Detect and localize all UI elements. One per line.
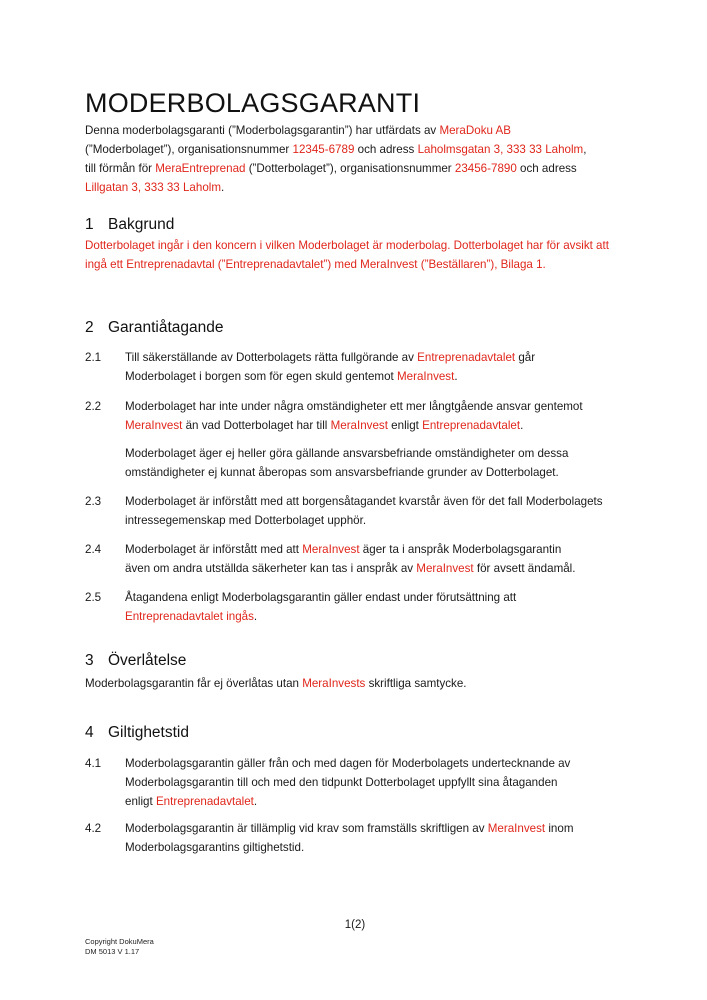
intro-text: till förmån för — [85, 162, 156, 175]
clause-text-part: . — [253, 610, 258, 623]
clause-text-part: Moderbolaget är införstått med att — [125, 543, 303, 556]
clause-text-part: Moderbolaget i borgen som för egen skuld gentemot — [125, 370, 397, 383]
section-3-body — [85, 674, 625, 693]
clause-text-part: än vad Dotterbolaget har till — [182, 419, 331, 432]
term-investor: MeraInvest — [125, 419, 183, 432]
clause-text-part: äger ta i anspråk Moderbolagsgarantin — [359, 543, 562, 556]
copyright-text: Copyright DokuMera — [85, 937, 154, 946]
intro-text: , — [583, 143, 587, 156]
beneficiary-orgnr: 23456-7890 — [454, 162, 517, 175]
clause-text-part: går — [515, 351, 536, 364]
clause-number: 2.2 — [85, 400, 102, 413]
term-contract-entered: Entreprenadavtalet ingås — [125, 610, 254, 623]
clause-number: 2.5 — [85, 591, 102, 604]
clause-text-part: för avsett ändamål. — [473, 562, 576, 575]
clause-text-part: Åtagandena enligt Moderbolagsgarantin gäller endast under förutsättning att — [125, 591, 517, 604]
section-number: 3 — [85, 652, 94, 669]
clause-text-part: även om andra utställda säkerheter kan tas i anspråk av — [125, 562, 417, 575]
section-heading-4 — [85, 723, 189, 743]
intro-text: (”Moderbolaget”), organisationsnummer — [85, 143, 293, 156]
term-investor: MeraInvest — [302, 543, 360, 556]
section-title: Garantiåtagande — [108, 319, 224, 336]
clause-number: 4.1 — [85, 757, 102, 770]
section-number: 2 — [85, 319, 94, 336]
footer — [85, 937, 154, 957]
clause-text-part: Moderbolagsgarantin gäller från och med dagen för Moderbolagets undertecknande av Moderbolagsgarantin till och med den tidpunkt Dotterbolaget uppfyllt sina åtaganden — [125, 757, 571, 789]
section-heading-1 — [85, 215, 174, 235]
clause-number: 4.2 — [85, 822, 102, 835]
clause-text: Moderbolaget äger ej heller göra gällande ansvarsbefriande omständigheter om dessa omständigheter ej kunnat åberopas som ansvarsbefriande grunder av Dotterbolaget. — [125, 447, 569, 479]
section-number: 4 — [85, 724, 94, 741]
clause-text-part: inom — [545, 822, 574, 835]
section-title: Giltighetstid — [108, 724, 189, 741]
clause-text-part: enligt — [125, 795, 156, 808]
page-number: 1(2) — [344, 919, 366, 931]
clause-text-part: Moderbolaget har inte under några omständigheter ett mer långtgående ansvar gentemot — [125, 400, 583, 413]
clause-text-part: . — [520, 419, 524, 432]
intro-text: . — [221, 181, 225, 194]
clause-text — [125, 348, 625, 386]
term-contract: Entreprenadavtalet — [417, 351, 516, 364]
term-contract: Entreprenadavtalet — [422, 419, 521, 432]
section-1-body: Dotterbolaget ingår i den koncern i vilken Moderbolaget är moderbolag. Dotterbolaget har för avsikt att ingå ett Entreprenadavtal (”Entreprenadavtalet”) med MeraInvest (”Beställaren”), Bilaga 1. — [85, 239, 609, 271]
term-investor: MeraInvest — [396, 370, 455, 383]
section-heading-2 — [85, 318, 223, 338]
issuer-address: Laholmsgatan 3, 333 33 Laholm — [417, 143, 584, 156]
term-contract: Entreprenadavtalet — [155, 795, 254, 808]
clause-number: 2.3 — [85, 495, 102, 508]
section-number: 1 — [85, 216, 94, 233]
intro-text: och adress — [516, 162, 577, 175]
intro-paragraph — [85, 121, 625, 197]
clause-text — [125, 754, 625, 811]
term-investor: MeraInvest — [487, 822, 546, 835]
issuer-name: MeraDoku AB — [439, 124, 511, 137]
clause-text: Moderbolaget är införstått med att borgensåtagandet kvarstår även för det fall Moderbolagets intressegemenskap med Dotterbolaget upphör. — [125, 495, 603, 527]
section-heading-3 — [85, 651, 186, 671]
clause-text — [125, 819, 625, 857]
clause-text-part: Moderbolagsgarantin är tillämplig vid krav som framställs skriftligen av — [125, 822, 488, 835]
clause-text-part: skriftliga samtycke. — [365, 677, 467, 690]
clause-text-part: Moderbolagsgarantin får ej överlåtas utan — [85, 677, 303, 690]
clause-text-part: Till säkerställande av Dotterbolagets rätta fullgörande av — [125, 351, 418, 364]
intro-text: Denna moderbolagsgaranti (”Moderbolagsgarantin”) har utfärdats av — [85, 124, 440, 137]
issuer-orgnr: 12345-6789 — [292, 143, 355, 156]
clause-text — [125, 540, 625, 578]
document-version: DM 5013 V 1.17 — [85, 947, 140, 956]
section-title: Bakgrund — [108, 216, 175, 233]
clause-text — [125, 588, 625, 626]
intro-text: (”Dotterbolaget”), organisationsnummer — [245, 162, 455, 175]
beneficiary-name: MeraEntreprenad — [155, 162, 246, 175]
clause-number: 2.1 — [85, 351, 102, 364]
term-investor: MeraInvests — [302, 677, 366, 690]
beneficiary-address: Lillgatan 3, 333 33 Laholm — [85, 181, 222, 194]
document-title: MODERBOLAGSGARANTI — [85, 88, 421, 118]
clause-text-part: . — [454, 370, 458, 383]
clause-text — [125, 397, 625, 435]
section-title: Överlåtelse — [108, 652, 187, 669]
term-investor: MeraInvest — [330, 419, 388, 432]
term-investor: MeraInvest — [416, 562, 474, 575]
clause-text-part: enligt — [387, 419, 423, 432]
clause-text-part: Moderbolagsgarantins giltighetstid. — [125, 841, 305, 854]
clause-number: 2.4 — [85, 543, 102, 556]
clause-text-part: . — [253, 795, 258, 808]
intro-text: och adress — [354, 143, 418, 156]
